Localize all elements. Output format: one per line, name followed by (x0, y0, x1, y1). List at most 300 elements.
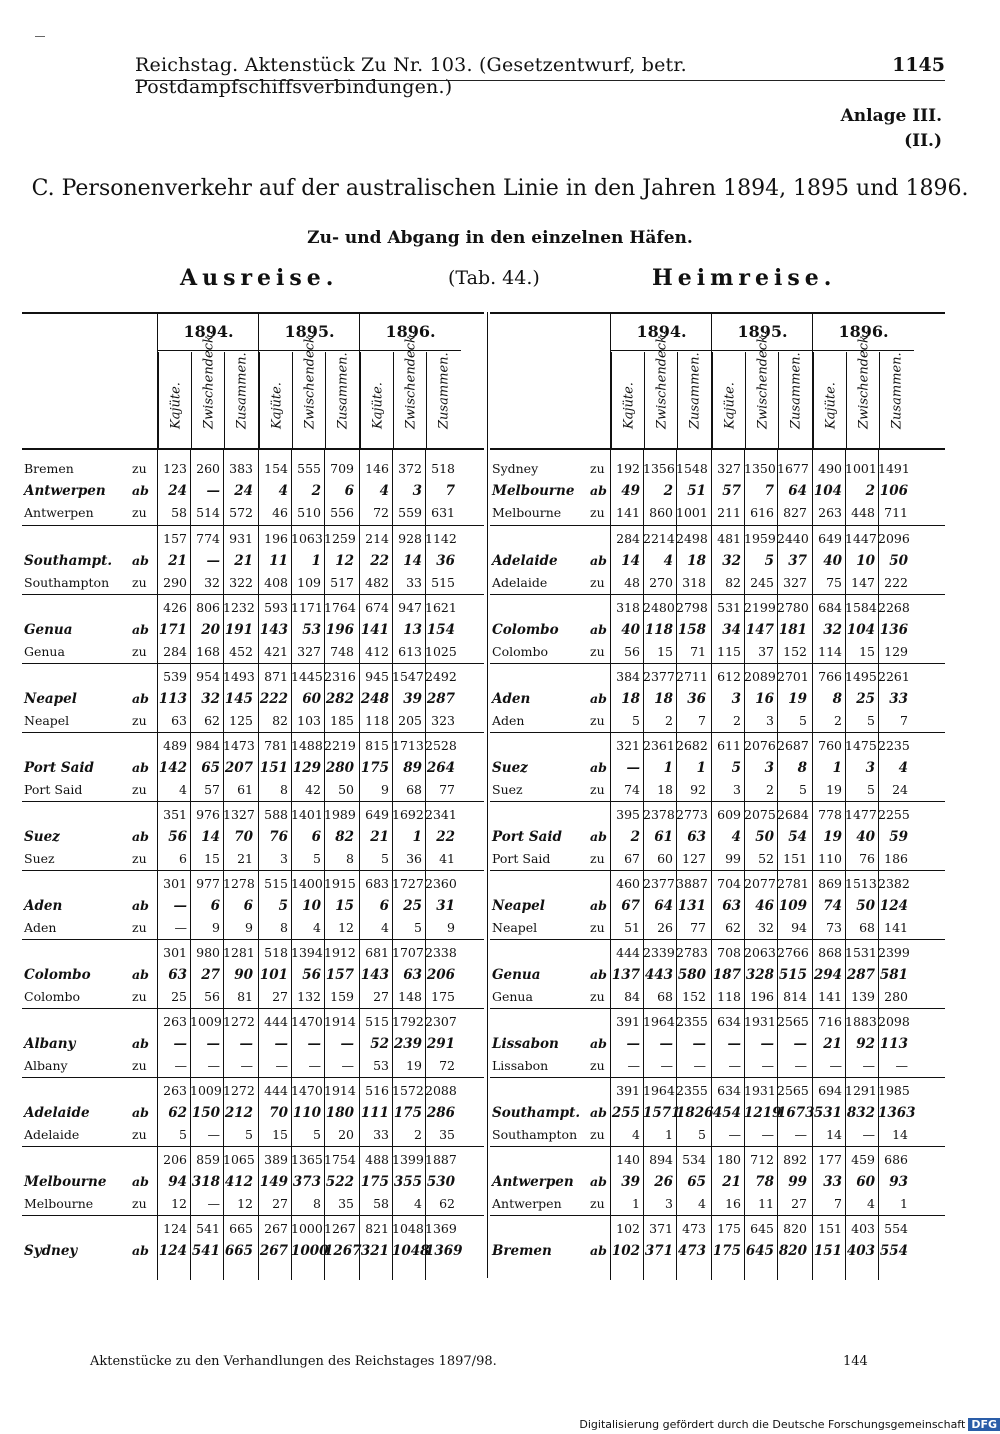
direction-label: zu (132, 989, 147, 1004)
table-cell: 515 (778, 967, 807, 983)
annex-line-2: (II.) (904, 131, 942, 151)
table-cell: 2076 (744, 738, 776, 753)
table-cell: 67 (624, 851, 640, 866)
table-cell: — (308, 1058, 321, 1073)
table-cell: 2261 (878, 669, 910, 684)
table-cell: 10 (856, 553, 875, 569)
table-cell: 1272 (223, 1083, 255, 1098)
table-cell: 92 (856, 1036, 875, 1052)
table-cell: 76 (859, 851, 875, 866)
table-cell: 1931 (744, 1014, 776, 1029)
table-cell: 1477 (845, 807, 877, 822)
table-cell: 371 (649, 1221, 673, 1236)
table-cell: 572 (229, 505, 253, 520)
table-cell: 239 (393, 1036, 422, 1052)
table-cell: 3 (731, 691, 741, 707)
table-cell: 827 (783, 505, 807, 520)
table-cell: 175 (393, 1105, 422, 1121)
table-cell: 1001 (676, 505, 708, 520)
table-cell: 649 (365, 807, 389, 822)
table-cell: 7 (900, 713, 908, 728)
column-header-label: Zusammen. (788, 352, 803, 429)
table-cell: 1291 (845, 1083, 877, 1098)
table-cell: 1493 (223, 669, 255, 684)
table-cell: — (206, 483, 220, 499)
table-cell: 2 (663, 483, 673, 499)
column-header-label: Zwischendeck. (856, 330, 871, 429)
direction-label: ab (590, 1174, 607, 1189)
table-cell: 263 (163, 1014, 187, 1029)
table-cell: 270 (649, 575, 673, 590)
table-row (22, 757, 484, 779)
table-cell: 2077 (744, 876, 776, 891)
table-cell: 1764 (324, 600, 356, 615)
column-header-label: Kajüte. (269, 382, 284, 429)
direction-label: zu (590, 461, 605, 476)
table-cell: 1677 (777, 461, 809, 476)
table-cell: 92 (690, 782, 706, 797)
table-cell: 1621 (425, 600, 457, 615)
table-cell: 1281 (223, 945, 255, 960)
table-cell: 2377 (643, 876, 675, 891)
table-cell: — (761, 1058, 774, 1073)
port-name: Antwerpen (492, 1196, 562, 1211)
table-cell: 4 (731, 829, 741, 845)
table-cell: 1571 (643, 1105, 681, 1121)
table-cell: 517 (330, 575, 354, 590)
column-header-label: Zwischendeck. (755, 330, 770, 429)
table-cell: 8 (280, 920, 288, 935)
table-cell: 977 (196, 876, 220, 891)
table-cell: 820 (783, 1221, 807, 1236)
table-cell: 645 (745, 1243, 774, 1259)
table-cell: 1401 (291, 807, 323, 822)
table-cell: 1470 (291, 1083, 323, 1098)
table-cell: 2687 (777, 738, 809, 753)
table-cell: 515 (365, 1014, 389, 1029)
table-cell: 2492 (425, 669, 457, 684)
port-name: Neapel (492, 898, 545, 914)
table-cell: 18 (687, 553, 706, 569)
port-name: Genua (24, 622, 73, 638)
table-cell: 1000 (291, 1243, 329, 1259)
table-cell: 515 (264, 876, 288, 891)
footer-sheet-number: 144 (843, 1354, 868, 1369)
table-cell: 815 (365, 738, 389, 753)
table-cell: 1369 (425, 1221, 457, 1236)
table-cell: 444 (616, 945, 640, 960)
table-row (490, 1033, 945, 1055)
table-cell: 151 (259, 760, 288, 776)
table-cell: — (659, 1036, 673, 1052)
table-row (490, 480, 945, 502)
table-cell: 12 (171, 1196, 187, 1211)
table-cell: 14 (826, 1127, 842, 1142)
table-cell: 32 (204, 575, 220, 590)
port-block (490, 870, 945, 940)
table-cell: 287 (846, 967, 875, 983)
table-row (490, 848, 945, 870)
port-name: Antwerpen (24, 483, 106, 499)
table-cell: 287 (426, 691, 455, 707)
table-cell: 59 (889, 829, 908, 845)
table-cell: 1707 (392, 945, 424, 960)
table-cell: 175 (717, 1221, 741, 1236)
table-cell: 384 (616, 669, 640, 684)
table-cell: 248 (360, 691, 389, 707)
table-cell: 175 (360, 1174, 389, 1190)
table-cell: — (626, 760, 640, 776)
table-cell: 263 (163, 1083, 187, 1098)
table-row (490, 458, 945, 480)
port-name: Genua (492, 967, 541, 983)
year-header (711, 314, 813, 448)
table-cell: 894 (649, 1152, 673, 1167)
table-cell: 559 (398, 505, 422, 520)
direction-label: ab (132, 1105, 149, 1120)
table-cell: 860 (649, 505, 673, 520)
table-cell: 206 (163, 1152, 187, 1167)
table-cell: 4 (313, 920, 321, 935)
table-cell: 2338 (425, 945, 457, 960)
table-cell: 104 (846, 622, 875, 638)
port-name: Southampton (492, 1127, 578, 1142)
direction-label: zu (590, 989, 605, 1004)
port-name: Colombo (492, 644, 548, 659)
column-header-label: Zusammen. (234, 352, 249, 429)
table-cell: 321 (360, 1243, 389, 1259)
column-header-label: Zusammen. (436, 352, 451, 429)
table-cell: 63 (171, 713, 187, 728)
port-name: Melbourne (24, 1174, 107, 1190)
table-cell: — (340, 1036, 354, 1052)
table-cell: 323 (431, 713, 455, 728)
table-cell: 821 (365, 1221, 389, 1236)
table-cell: 5 (414, 920, 422, 935)
table-cell: 60 (657, 851, 673, 866)
table-cell: 21 (168, 553, 187, 569)
table-cell: 78 (755, 1174, 774, 1190)
table-cell: 1931 (744, 1083, 776, 1098)
port-name: Aden (492, 691, 531, 707)
table-cell: 51 (624, 920, 640, 935)
table-cell: 7 (698, 713, 706, 728)
year-label: 1895. (284, 322, 335, 341)
table-cell: 1727 (392, 876, 424, 891)
port-name: Lissabon (492, 1036, 559, 1052)
table-cell: 1267 (324, 1221, 356, 1236)
table-cell: 185 (330, 713, 354, 728)
table-cell: 36 (687, 691, 706, 707)
port-block (490, 732, 945, 802)
table-cell: 510 (297, 505, 321, 520)
port-name: Albany (24, 1036, 76, 1052)
direction-label: zu (132, 644, 147, 659)
table-cell: 5 (764, 553, 774, 569)
table-cell: 57 (722, 483, 741, 499)
table-cell: 708 (717, 945, 741, 960)
table-cell: 177 (818, 1152, 842, 1167)
table-cell: 37 (758, 644, 774, 659)
table-cell: 674 (365, 600, 389, 615)
table-cell: 9 (212, 920, 220, 935)
table-cell: 145 (224, 691, 253, 707)
table-cell: — (761, 1127, 774, 1142)
table-cell: 5 (278, 898, 288, 914)
table-cell: 222 (884, 575, 908, 590)
table-cell: 8 (346, 851, 354, 866)
table-cell: 6 (311, 829, 321, 845)
table-cell: 62 (204, 713, 220, 728)
direction-label: zu (132, 461, 147, 476)
table-cell: 291 (426, 1036, 455, 1052)
table-cell: 151 (813, 1243, 842, 1259)
table-cell: 171 (158, 622, 187, 638)
table-cell: 191 (224, 622, 253, 638)
table-cell: 820 (778, 1243, 807, 1259)
table-cell: 2255 (878, 807, 910, 822)
table-cell: 65 (201, 760, 220, 776)
table-cell: 1272 (223, 1014, 255, 1029)
table-cell: 56 (302, 967, 321, 983)
table-cell: 141 (884, 920, 908, 935)
table-cell: 159 (330, 989, 354, 1004)
column-header (778, 352, 812, 448)
column-header-label: Zusammen. (889, 352, 904, 429)
homebound-table (490, 312, 945, 1280)
table-cell: 1063 (291, 531, 323, 546)
table-cell: 681 (365, 945, 389, 960)
table-cell: 3 (764, 760, 774, 776)
table-cell: 452 (229, 644, 253, 659)
table-cell: 1488 (291, 738, 323, 753)
table-cell: 196 (325, 622, 354, 638)
table-cell: 64 (788, 483, 807, 499)
table-cell: 15 (272, 1127, 288, 1142)
table-cell: 9 (447, 920, 455, 935)
port-name: Lissabon (492, 1058, 549, 1073)
table-cell: 27 (791, 1196, 807, 1211)
table-cell: 2 (865, 483, 875, 499)
table-cell: 19 (823, 829, 842, 845)
table-cell: 892 (783, 1152, 807, 1167)
column-header (426, 352, 460, 448)
port-block (490, 939, 945, 1009)
table-cell: 774 (196, 531, 220, 546)
table-row (490, 666, 945, 688)
table-cell: 27 (373, 989, 389, 1004)
table-cell: 371 (644, 1243, 673, 1259)
table-cell: 129 (292, 760, 321, 776)
table-cell: 1673 (777, 1105, 815, 1121)
table-cell: 2766 (777, 945, 809, 960)
table-cell: 4 (867, 1196, 875, 1211)
table-row (22, 942, 484, 964)
table-cell: 3 (665, 1196, 673, 1211)
direction-label: ab (132, 553, 149, 568)
table-cell: 3 (733, 782, 741, 797)
table-cell: 645 (750, 1221, 774, 1236)
table-cell: 99 (788, 1174, 807, 1190)
table-cell: 73 (826, 920, 842, 935)
port-name: Southampton (24, 575, 110, 590)
table-cell: 39 (403, 691, 422, 707)
table-cell: 318 (616, 600, 640, 615)
table-cell: 63 (403, 967, 422, 983)
table-cell: 1259 (324, 531, 356, 546)
table-cell: 530 (426, 1174, 455, 1190)
document-subtitle: Zu- und Abgang in den einzelnen Häfen. (307, 228, 693, 248)
port-block (490, 594, 945, 664)
direction-label: ab (590, 622, 607, 637)
table-row (22, 986, 484, 1008)
table-cell: 634 (717, 1083, 741, 1098)
table-cell: 580 (677, 967, 706, 983)
port-name: Port Said (24, 782, 83, 797)
table-cell: 50 (755, 829, 774, 845)
table-cell: 35 (439, 1127, 455, 1142)
table-cell: 2063 (744, 945, 776, 960)
table-cell: 114 (818, 644, 842, 659)
table-cell: 391 (616, 1083, 640, 1098)
table-cell: 15 (657, 644, 673, 659)
table-cell: 205 (398, 713, 422, 728)
table-cell: — (794, 1058, 807, 1073)
column-header (644, 330, 678, 448)
table-cell: 2684 (777, 807, 809, 822)
direction-label: ab (132, 1174, 149, 1189)
table-cell: 403 (851, 1221, 875, 1236)
table-cell: 711 (884, 505, 908, 520)
table-cell: 2341 (425, 807, 457, 822)
table-cell: 63 (168, 967, 187, 983)
table-cell: 1065 (223, 1152, 255, 1167)
table-cell: 1267 (324, 1243, 362, 1259)
table-cell: 5 (867, 782, 875, 797)
table-cell: 448 (851, 505, 875, 520)
table-cell: 148 (398, 989, 422, 1004)
direction-label: zu (590, 505, 605, 520)
column-header (712, 352, 746, 448)
header-title: Reichstag. Aktenstück Zu Nr. 103. (Gesetzentwurf, betr. Postdampfschiffsverbindungen.) (135, 54, 687, 98)
table-cell: 264 (426, 760, 455, 776)
homebound-label: Heimreise. (652, 265, 837, 291)
port-name: Genua (492, 989, 533, 1004)
table-cell: 7 (834, 1196, 842, 1211)
table-cell: 1985 (878, 1083, 910, 1098)
table-cell: 2214 (643, 531, 675, 546)
table-cell: 284 (163, 644, 187, 659)
table-cell: 49 (621, 483, 640, 499)
table-cell: 2355 (676, 1014, 708, 1029)
table-cell: 8 (797, 760, 807, 776)
table-cell: 33 (823, 1174, 842, 1190)
table-cell: 192 (616, 461, 640, 476)
table-cell: 612 (717, 669, 741, 684)
table-cell: 1473 (223, 738, 255, 753)
table-cell: 1475 (845, 738, 877, 753)
direction-label: zu (590, 1196, 605, 1211)
port-name: Colombo (24, 989, 80, 1004)
table-cell: — (174, 920, 187, 935)
table-cell: 25 (171, 989, 187, 1004)
table-cell: 118 (717, 989, 741, 1004)
table-cell: 19 (826, 782, 842, 797)
port-name: Genua (24, 644, 65, 659)
column-header-label: Zwischendeck. (403, 330, 418, 429)
table-cell: — (760, 1036, 774, 1052)
port-name: Antwerpen (24, 505, 94, 520)
table-cell: 649 (818, 531, 842, 546)
year-label: 1894. (636, 322, 687, 341)
table-cell: 5 (867, 713, 875, 728)
table-cell: — (862, 1058, 875, 1073)
port-block (22, 1008, 484, 1078)
port-block (22, 1077, 484, 1147)
column-header-label: Zwischendeck. (201, 330, 216, 429)
table-cell: 62 (439, 1196, 455, 1211)
table-cell: 6 (210, 898, 220, 914)
port-block (22, 939, 484, 1009)
table-row (22, 1102, 484, 1124)
table-cell: 67 (621, 898, 640, 914)
column-header-label: Zwischendeck. (302, 330, 317, 429)
table-cell: 46 (755, 898, 774, 914)
table-cell: 26 (654, 1174, 673, 1190)
column-header (611, 352, 645, 448)
document-title: C. Personenverkehr auf der australischen Linie in den Jahren 1894, 1895 und 1896. (31, 176, 969, 201)
table-cell: 84 (624, 989, 640, 1004)
direction-label: ab (132, 483, 149, 498)
table-cell: 263 (818, 505, 842, 520)
table-cell: 77 (439, 782, 455, 797)
table-cell: 147 (851, 575, 875, 590)
table-cell: 82 (272, 713, 288, 728)
table-cell: 482 (365, 575, 389, 590)
table-cell: 8 (313, 1196, 321, 1211)
table-cell: 74 (823, 898, 842, 914)
table-cell: 168 (196, 644, 220, 659)
table-cell: 152 (783, 644, 807, 659)
table-cell: 2 (311, 483, 321, 499)
table-cell: 412 (365, 644, 389, 659)
direction-label: zu (590, 1058, 605, 1073)
port-name: Suez (492, 760, 528, 776)
table-cell: 14 (621, 553, 640, 569)
direction-label: ab (590, 553, 607, 568)
table-cell: 351 (163, 807, 187, 822)
table-cell: 50 (338, 782, 354, 797)
direction-label: zu (132, 713, 147, 728)
table-cell: 124 (163, 1221, 187, 1236)
direction-label: zu (590, 575, 605, 590)
table-row (490, 528, 945, 550)
table-cell: 32 (722, 553, 741, 569)
table-cell: 81 (237, 989, 253, 1004)
table-cell: 211 (717, 505, 741, 520)
table-cell: 389 (264, 1152, 288, 1167)
table-cell: — (275, 1058, 288, 1073)
table-cell: 222 (259, 691, 288, 707)
table-cell: 2 (414, 1127, 422, 1142)
table-reference: (Tab. 44.) (448, 267, 540, 289)
table-row (22, 688, 484, 710)
table-row (490, 1218, 945, 1240)
table-cell: 2307 (425, 1014, 457, 1029)
table-cell: 280 (325, 760, 354, 776)
direction-label: ab (590, 691, 607, 706)
table-cell: 2 (665, 713, 673, 728)
